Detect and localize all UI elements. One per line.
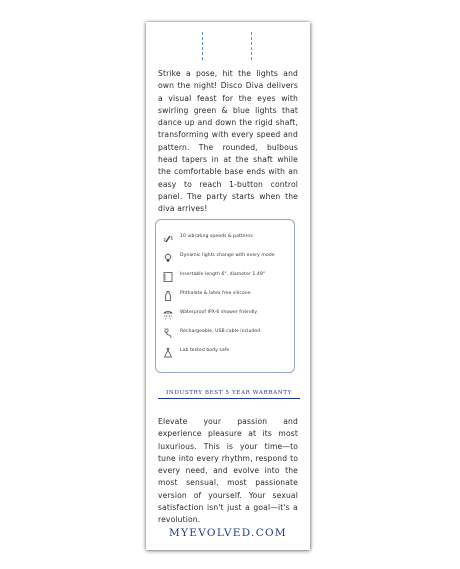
product-insert-card xyxy=(146,22,310,550)
vibration-icon xyxy=(162,230,174,242)
feature-text: Insertable length 6", diameter 1.49" xyxy=(180,271,265,277)
feature-text: 10 vibrating speeds & patterns xyxy=(180,233,253,239)
feature-text: Phthalate & latex free silicone xyxy=(180,290,251,296)
feature-text: Lab tested body safe xyxy=(180,347,230,353)
feature-text: Waterproof IPX-6 shower friendly xyxy=(180,309,258,315)
feature-text: Dynamic lights change with every mode xyxy=(180,252,275,258)
feature-list-box xyxy=(155,219,295,373)
bottle-icon xyxy=(162,287,174,299)
feature-item xyxy=(162,325,292,337)
feature-item xyxy=(162,344,292,356)
feature-item xyxy=(162,249,292,261)
closing-paragraph: Elevate your passion and experience pleasure at its most luxurious. This is your time—to tune into every rhythm, respond to every need, and evolve into the most sensual, most passionate version of yourself. Your sexual satisfaction isn't just a goal—it's a revolution. xyxy=(158,417,298,525)
feature-text: Rechargeable, USB cable included xyxy=(180,328,261,334)
usb-cable-icon xyxy=(162,325,174,337)
ruler-icon xyxy=(162,268,174,280)
lab-flask-icon xyxy=(162,344,174,356)
website-url: MYEVOLVED.COM xyxy=(168,527,287,539)
hang-tab-outline xyxy=(202,32,252,60)
warranty-divider xyxy=(158,398,300,399)
shower-icon xyxy=(162,306,174,318)
feature-item xyxy=(162,287,292,299)
feature-item xyxy=(162,268,292,280)
feature-item xyxy=(162,306,292,318)
warranty-heading: INDUSTRY BEST 5 YEAR WARRANTY xyxy=(166,390,292,396)
lightbulb-icon xyxy=(162,249,174,261)
feature-item xyxy=(162,230,292,242)
product-description: Strike a pose, hit the lights and own the night! Disco Diva delivers a visual feast for the eyes with swirling green & blue lights that dance up and down the rigid shaft, transforming with every speed and pattern. The rounded, bulbous head tapers in at the shaft while the comfortable base ends with an easy to reach 1-button control panel. The party starts when the diva arrives! xyxy=(158,69,298,214)
